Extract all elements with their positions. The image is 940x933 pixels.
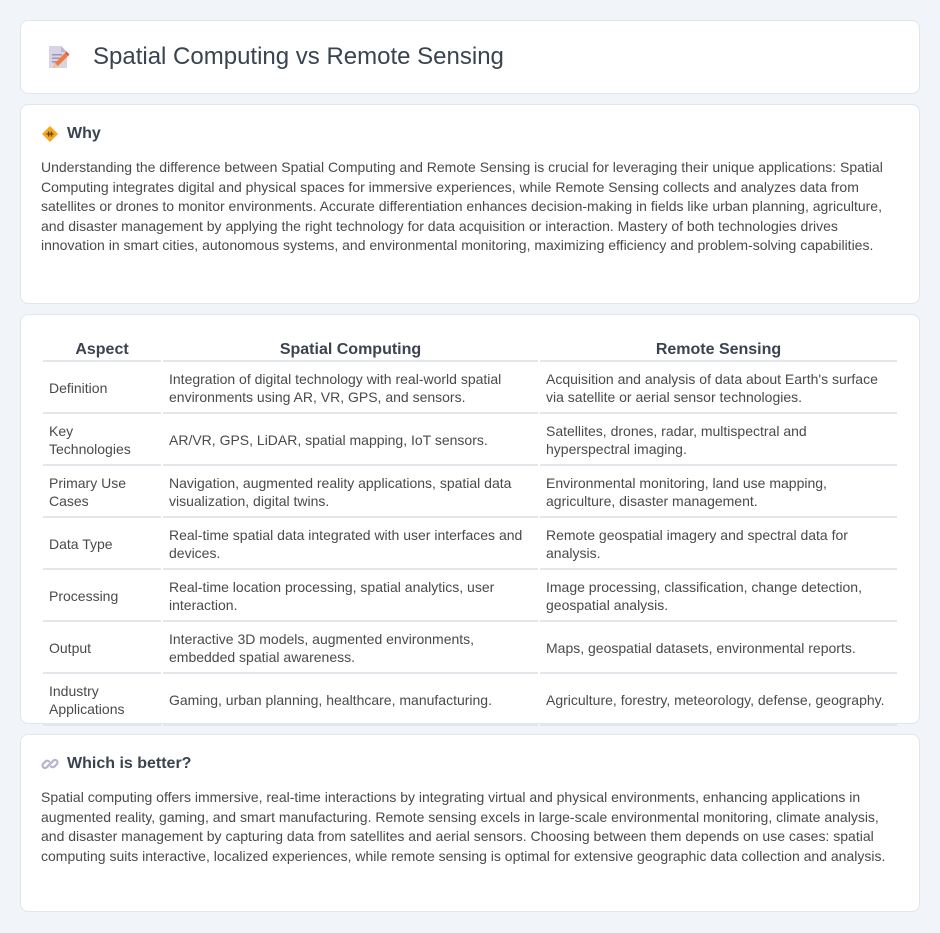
- which-is-better-text: Spatial computing offers immersive, real-time interactions by integrating virtual and physical environments, enhancing applications in augmented reality, gaming, and smart manufacturing. Remote sensing excels in large-scale environmental monitoring, climate analysis, and disaster management by capturing data from satellites and aerial sensors. Choosing between them depends on use cases: spatial computing suits interactive, localized experiences, while remote sensing is optimal for extensive geographic data collection and analysis.: [41, 789, 886, 864]
- cell-spatial: Real-time location processing, spatial analytics, user interaction.: [163, 572, 538, 622]
- cell-aspect: Data Type: [43, 520, 161, 570]
- table-row: [43, 364, 897, 414]
- cell-spatial: Interactive 3D models, augmented environments, embedded spatial awareness.: [163, 624, 538, 674]
- cell-remote: Satellites, drones, radar, multispectral and hyperspectral imaging.: [540, 416, 897, 466]
- title-card: [20, 20, 920, 94]
- table-row: [43, 416, 897, 466]
- diamond-sign-icon: [41, 125, 59, 143]
- cell-aspect: Definition: [43, 364, 161, 414]
- cell-spatial: Navigation, augmented reality applications, spatial data visualization, digital twins.: [163, 468, 538, 518]
- why-title: Why: [67, 125, 101, 142]
- cell-aspect: Key Technologies: [43, 416, 161, 466]
- table-row: [43, 676, 897, 726]
- cell-remote: Environmental monitoring, land use mapping, agriculture, disaster management.: [540, 468, 897, 518]
- document-edit-icon: [45, 44, 71, 70]
- comparison-table-card: [20, 314, 920, 724]
- header-remote-sensing: Remote Sensing: [540, 337, 897, 362]
- cell-remote: Acquisition and analysis of data about Earth's surface via satellite or aerial sensor technologies.: [540, 364, 897, 414]
- table-row: [43, 468, 897, 518]
- cell-aspect: Processing: [43, 572, 161, 622]
- page-title: Spatial Computing vs Remote Sensing: [93, 43, 504, 70]
- table-row: [43, 572, 897, 622]
- table-row: [43, 624, 897, 674]
- which-is-better-section: [20, 734, 920, 912]
- comparison-table: [41, 335, 899, 728]
- link-icon: [41, 755, 59, 773]
- cell-remote: Image processing, classification, change detection, geospatial analysis.: [540, 572, 897, 622]
- table-row: [43, 520, 897, 570]
- header-spatial-computing: Spatial Computing: [163, 337, 538, 362]
- table-header-row: [43, 337, 897, 362]
- cell-aspect: Industry Applications: [43, 676, 161, 726]
- cell-spatial: AR/VR, GPS, LiDAR, spatial mapping, IoT sensors.: [163, 416, 538, 466]
- cell-spatial: Integration of digital technology with real-world spatial environments using AR, VR, GPS, and sensors.: [163, 364, 538, 414]
- cell-spatial: Real-time spatial data integrated with user interfaces and devices.: [163, 520, 538, 570]
- cell-aspect: Output: [43, 624, 161, 674]
- why-text: Understanding the difference between Spatial Computing and Remote Sensing is crucial for leveraging their unique applications: Spatial Computing integrates digital and physical spaces for immersive experiences, while Remote Sensing collects and analyzes data from satellites or drones to monitor environments. Accurate differentiation enhances decision-making in fields like urban planning, agriculture, and disaster management by applying the right technology for data acquisition or interaction. Mastery of both technologies drives innovation in smart cities, autonomous systems, and environmental monitoring, maximizing efficiency and problem-solving capabilities.: [41, 159, 883, 253]
- cell-remote: Remote geospatial imagery and spectral data for analysis.: [540, 520, 897, 570]
- why-section: [20, 104, 920, 304]
- cell-spatial: Gaming, urban planning, healthcare, manufacturing.: [163, 676, 538, 726]
- cell-remote: Maps, geospatial datasets, environmental reports.: [540, 624, 897, 674]
- header-aspect: Aspect: [43, 337, 161, 362]
- cell-remote: Agriculture, forestry, meteorology, defense, geography.: [540, 676, 897, 726]
- cell-aspect: Primary Use Cases: [43, 468, 161, 518]
- which-is-better-title: Which is better?: [67, 755, 192, 772]
